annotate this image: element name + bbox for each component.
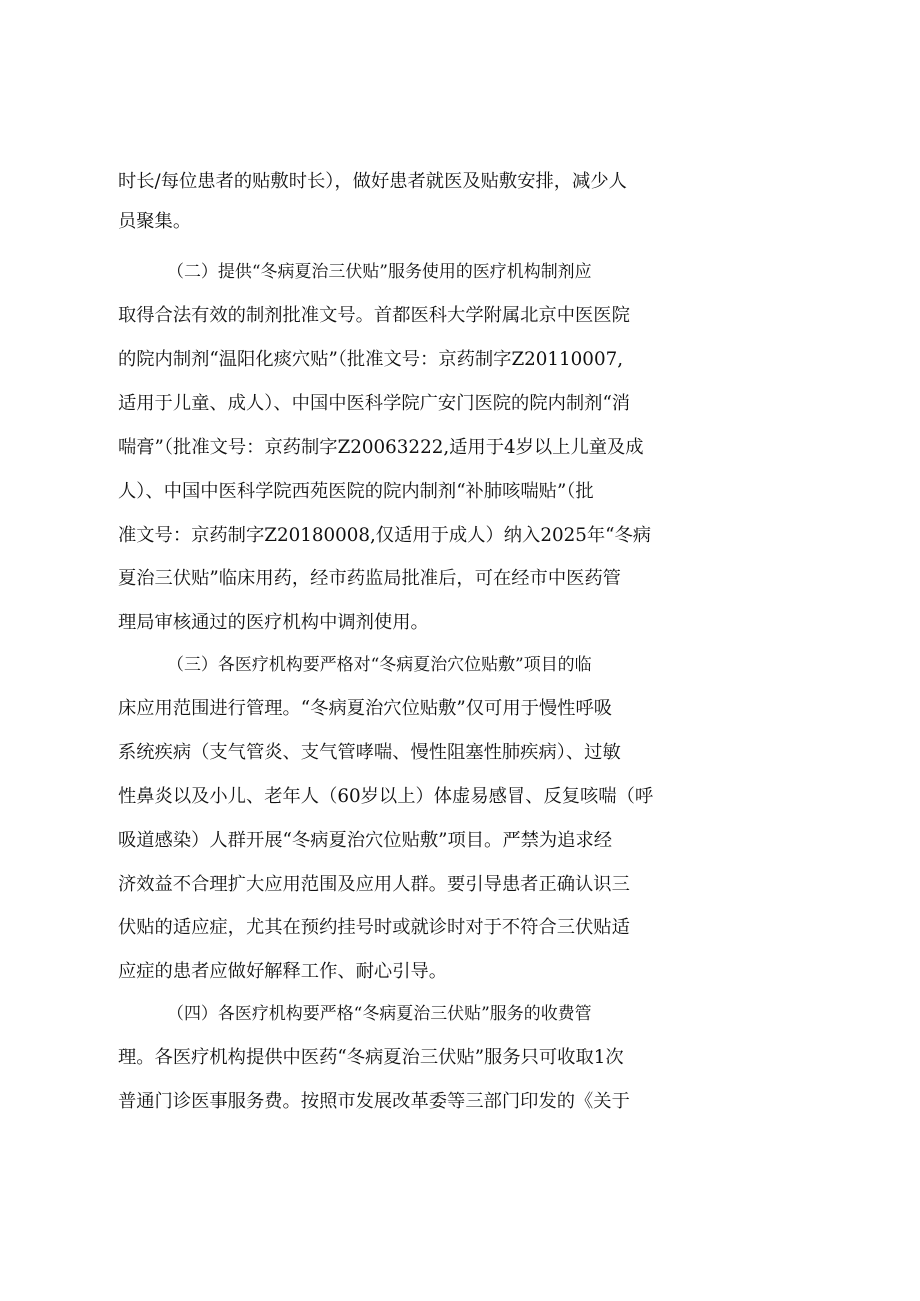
text-line: 时长/每位患者的贴敷时长），做好患者就医及贴敷安排，减少人 bbox=[118, 171, 627, 192]
text-line: 人）、中国中医科学院西苑医院的院内制剂“补肺咳喘贴”（批 bbox=[118, 481, 594, 502]
text-line: 性鼻炎以及小儿、老年人（60岁以上）体虚易感冒、反复咳喘（呼 bbox=[118, 786, 654, 807]
text-line: 的院内制剂“温阳化痰穴贴”（批准文号：京药制字Z20110007, bbox=[118, 349, 624, 370]
paragraph-3-first-line: （三）各医疗机构要严格对“冬病夏治穴位贴敷”项目的临 bbox=[167, 655, 592, 675]
text-line: 吸道感染）人群开展“冬病夏治穴位贴敷”项目。严禁为追求经 bbox=[118, 830, 613, 851]
text-line: 理。各医疗机构提供中医药“冬病夏治三伏贴”服务只可收取1次 bbox=[118, 1047, 624, 1068]
text-line: 夏治三伏贴”临床用药，经市药监局批准后，可在经市中医药管 bbox=[118, 568, 621, 589]
text-line: 床应用范围进行管理。“冬病夏治穴位贴敷”仅可用于慢性呼吸 bbox=[118, 698, 613, 719]
text-line: 理局审核通过的医疗机构中调剂使用。 bbox=[118, 612, 429, 633]
text-line: 应症的患者应做好解释工作、耐心引导。 bbox=[118, 961, 448, 982]
text-line: 员聚集。 bbox=[118, 211, 192, 232]
text-line: 系统疾病（支气管炎、支气管哮喘、慢性阻塞性肺疾病）、过敏 bbox=[118, 742, 621, 763]
text-line: 伏贴的适应症，尤其在预约挂号时或就诊时对于不符合三伏贴适 bbox=[118, 917, 630, 938]
text-line: 喘膏”（批准文号：京药制字Z20063222,适用于4岁以上儿童及成 bbox=[118, 437, 644, 458]
text-line: 取得合法有效的制剂批准文号。首都医科大学附属北京中医医院 bbox=[118, 305, 630, 326]
text-line: 适用于儿童、成人）、中国中医科学院广安门医院的院内制剂“消 bbox=[118, 393, 631, 414]
paragraph-4-first-line: （四）各医疗机构要严格“冬病夏治三伏贴”服务的收费管 bbox=[167, 1004, 592, 1024]
text-line: 济效益不合理扩大应用范围及应用人群。要引导患者正确认识三 bbox=[118, 874, 630, 895]
text-line: 准文号：京药制字Z20180008,仅适用于成人）纳入2025年“冬病 bbox=[118, 525, 652, 546]
paragraph-2-first-line: （二）提供“冬病夏治三伏贴”服务使用的医疗机构制剂应 bbox=[167, 262, 592, 282]
text-line: 普通门诊医事服务费。按照市发展改革委等三部门印发的《关于 bbox=[118, 1091, 630, 1112]
